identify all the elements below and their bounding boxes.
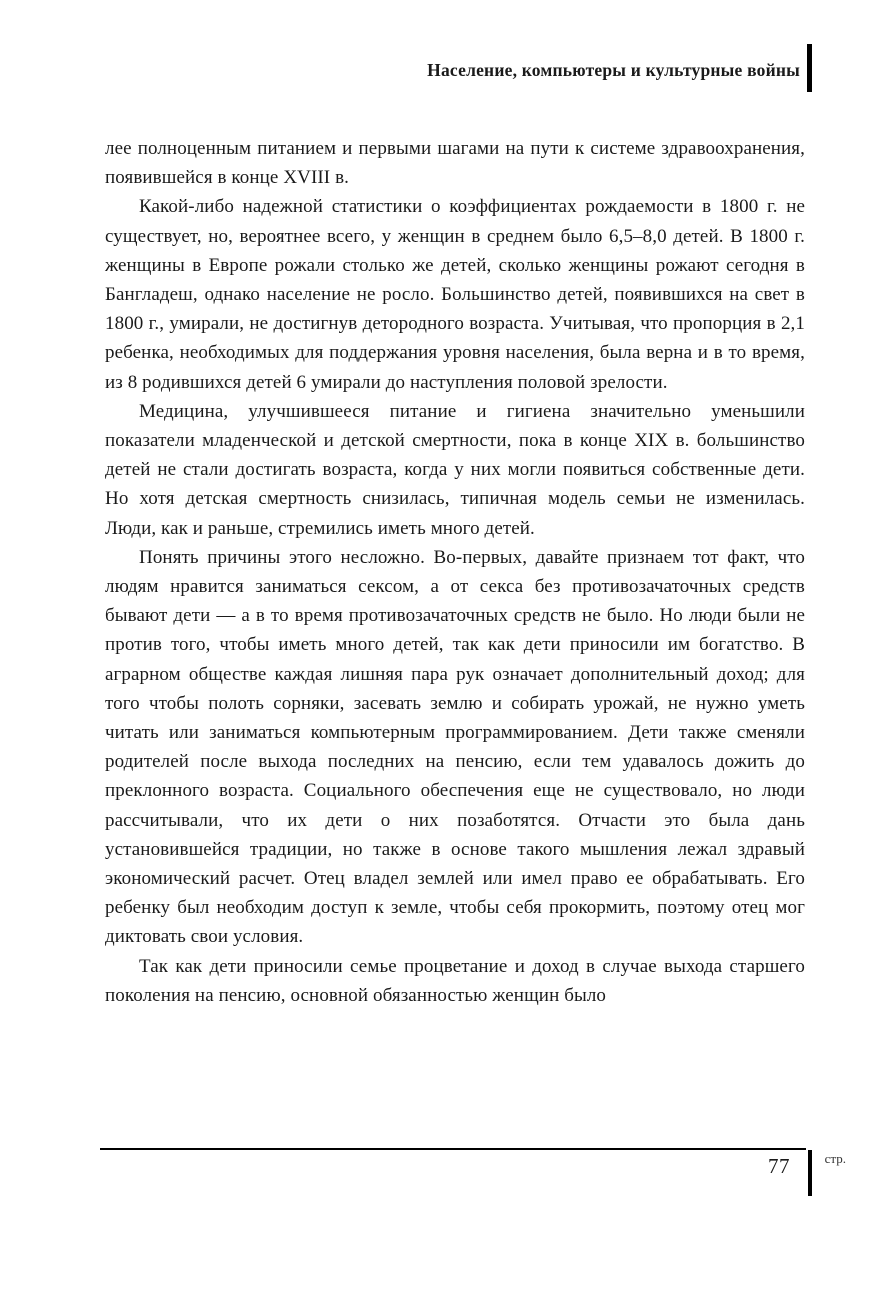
paragraph: лее полноценным питанием и первыми шагами на пути к системе здравоохранения, появившейся в конце XVIII в.: [105, 138, 805, 189]
footer-rule: [100, 1148, 806, 1150]
body-text: [105, 134, 805, 1010]
paragraph: Какой-либо надежной статистики о коэффициентах рождаемости в 1800 г. не существует, но, вероятнее всего, у женщин в среднем было 6,5–8,0 детей. В 1800 г. женщины в Европе рожали столько же детей, сколько женщины рожают сегодня в Бангладеш, однако население не росло. Большинство детей, появившихся на свет в 1800 г., умирали, не достигнув детородного возраста. Учитывая, что пропорция в 2,1 ребенка, необходимых для поддержания уровня населения, была верна и в то время, из 8 родившихся детей 6 умирали до наступления половой зрелости.: [105, 196, 805, 393]
page-number: 77: [768, 1154, 790, 1178]
page-number-label: стр.: [824, 1151, 846, 1166]
footer-divider-rule: [808, 1150, 812, 1196]
paragraph: Понять причины этого несложно. Во-первых, давайте признаем тот факт, что людям нравится заниматься сексом, а от секса без противозачаточных средств бывают дети — а в то время противозачаточных средств не было. Но люди были не против того, чтобы иметь много детей, так как дети приносили им богатство. В аграрном обществе каждая лишняя пара рук означает дополнительный доход; для того чтобы полоть сорняки, засевать землю и собирать урожай, не нужно уметь читать или заниматься компьютерным программированием. Дети также сменяли родителей после выхода последних на пенсию, если тем удавалось дожить до преклонного возраста. Социального обеспечения еще не существовало, но люди рассчитывали, что их дети о них позаботятся. Отчасти это была дань установившейся традиции, но также в основе такого мышления лежал здравый экономический расчет. Отец владел землей или имел право ее обрабатывать. Его ребенку был необходим доступ к земле, чтобы себя прокормить, поэтому отец мог диктовать свои условия.: [105, 546, 805, 948]
paragraph: Так как дети приносили семье процветание и доход в случае выхода старшего поколения на пенсию, основной обязанностью женщин было: [105, 955, 805, 1006]
header-rule: [807, 44, 812, 92]
running-header-title: Население, компьютеры и культурные войны: [427, 60, 800, 80]
paragraph: Медицина, улучшившееся питание и гигиена значительно уменьшили показатели младенческой и детской смертности, пока в конце XIX в. большинство детей не стали достигать возраста, когда у них могли появиться собственные дети. Но хотя детская смертность снизилась, типичная модель семьи не изменилась. Люди, как и раньше, стремились иметь много детей.: [105, 400, 805, 539]
